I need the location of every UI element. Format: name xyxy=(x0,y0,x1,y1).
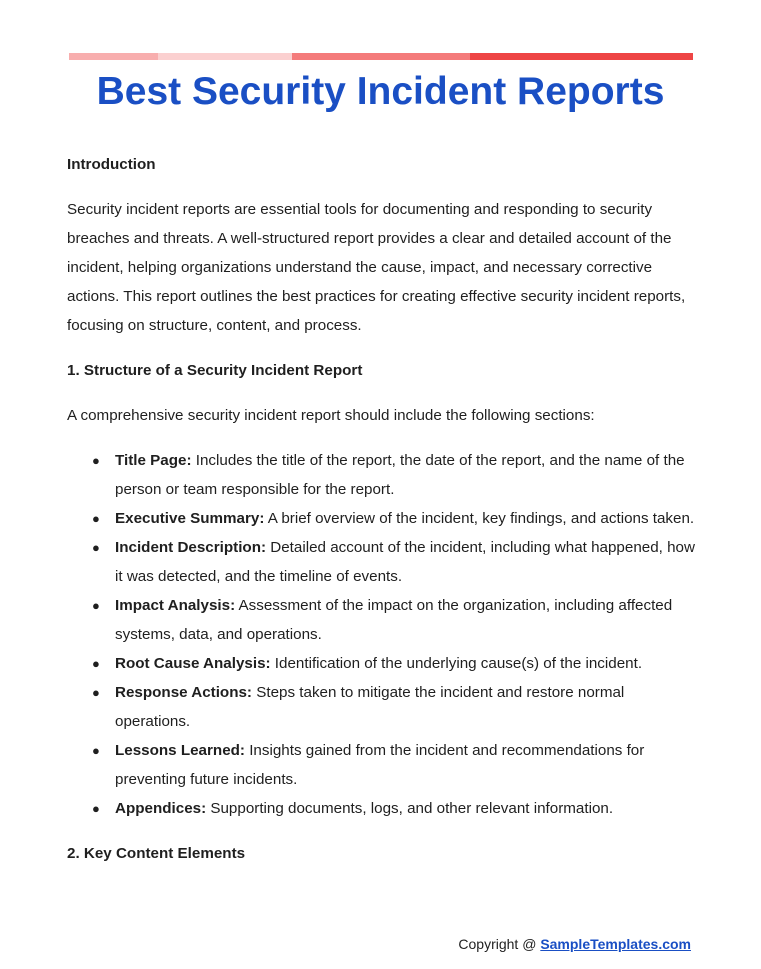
list-item xyxy=(67,591,697,649)
bullet-dot-icon: ● xyxy=(92,801,100,816)
footer xyxy=(458,934,691,954)
list-item-term: Executive Summary: xyxy=(115,510,265,527)
intro-paragraph: Security incident reports are essential tools for documenting and responding to security breaches and threats. A well-structured report provides a clear and detailed account of the incident, helping organizations understand the cause, impact, and necessary corrective actions. This report outlines the best practices for creating effective security incident reports, focusing on structure, content, and process. xyxy=(67,201,686,334)
bullet-dot-icon: ● xyxy=(92,685,100,700)
section-1-paragraph: A comprehensive security incident report should include the following sections: xyxy=(67,407,595,424)
list-item xyxy=(67,649,697,678)
section-2-heading: 2. Key Content Elements xyxy=(67,845,246,862)
structure-list xyxy=(67,446,697,823)
bullet-dot-icon: ● xyxy=(92,453,100,468)
list-item-term: Incident Description: xyxy=(115,539,267,556)
list-item xyxy=(67,504,697,533)
bullet-dot-icon: ● xyxy=(92,656,100,671)
list-item-term: Title Page: xyxy=(115,452,192,469)
bullet-dot-icon: ● xyxy=(92,598,100,613)
list-item-term: Root Cause Analysis: xyxy=(115,655,271,672)
document-body xyxy=(67,150,697,868)
list-item-text: Supporting documents, logs, and other relevant information. xyxy=(206,800,614,817)
sampletemplates-link[interactable]: SampleTemplates.com xyxy=(540,936,691,952)
list-item-term: Impact Analysis: xyxy=(115,597,236,614)
list-item-text: Detailed account of the incident, including what happened, how it was detected, and the timeline of events. xyxy=(115,539,695,585)
bullet-dot-icon: ● xyxy=(92,511,100,526)
document-title: Best Security Incident Reports xyxy=(96,70,665,113)
list-item-term: Lessons Learned: xyxy=(115,742,245,759)
list-item xyxy=(67,794,697,823)
list-item-text: A brief overview of the incident, key findings, and actions taken. xyxy=(264,510,695,527)
list-item-term: Response Actions: xyxy=(115,684,252,701)
list-item xyxy=(67,446,697,504)
decorative-top-bar xyxy=(69,53,693,60)
list-item xyxy=(67,736,697,794)
list-item xyxy=(67,533,697,591)
top-bar-segment-4 xyxy=(470,53,693,60)
list-item xyxy=(67,678,697,736)
intro-heading: Introduction xyxy=(67,156,156,173)
list-item-text: Identification of the underlying cause(s) of the incident. xyxy=(270,655,643,672)
top-bar-segment-2 xyxy=(158,53,292,60)
section-1-heading: 1. Structure of a Security Incident Report xyxy=(67,362,363,379)
list-item-text: Steps taken to mitigate the incident and restore normal operations. xyxy=(115,684,625,730)
list-item-term: Appendices: xyxy=(115,800,207,817)
bullet-dot-icon: ● xyxy=(92,743,100,758)
list-item-text: Includes the title of the report, the date of the report, and the name of the person or team responsible for the report. xyxy=(115,452,685,498)
list-item-text: Assessment of the impact on the organization, including affected systems, data, and operations. xyxy=(115,597,673,643)
copyright-label: Copyright @ xyxy=(458,936,541,952)
top-bar-segment-1 xyxy=(69,53,158,60)
bullet-dot-icon: ● xyxy=(92,540,100,555)
list-item-text: Insights gained from the incident and recommendations for preventing future incidents. xyxy=(115,742,645,788)
top-bar-segment-3 xyxy=(292,53,470,60)
